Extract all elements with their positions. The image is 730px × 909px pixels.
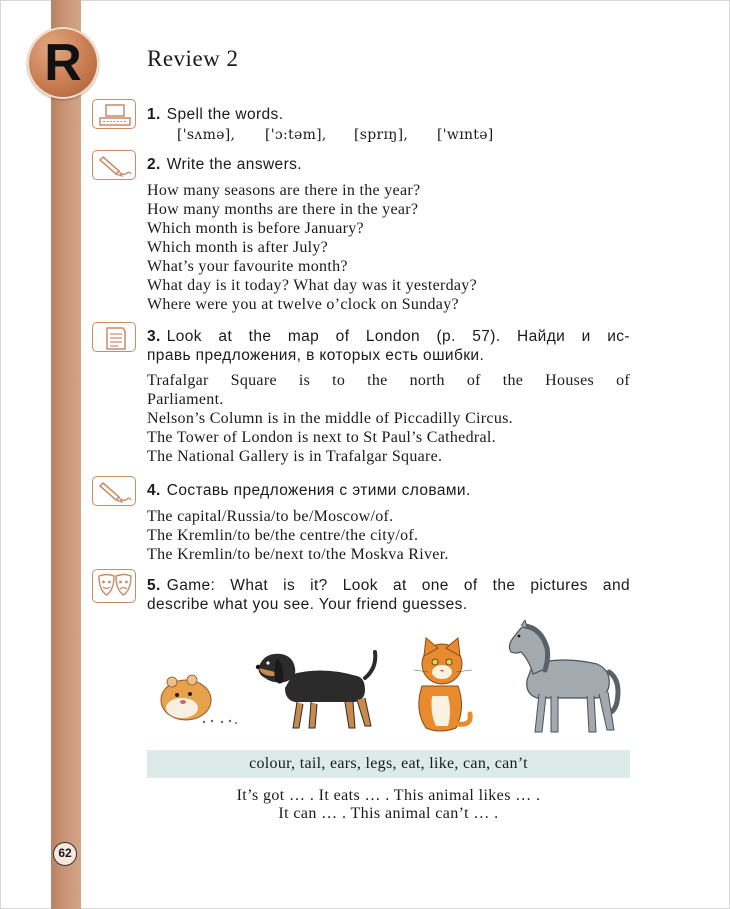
- ex2-line-4: Which month is after July?: [147, 239, 329, 256]
- badge-letter: R: [44, 34, 82, 92]
- exercise-1-number: 1.: [147, 106, 161, 123]
- cat-picture: [408, 636, 478, 736]
- theatre-masks-icon: [92, 569, 136, 603]
- exercise-2-text: Write the answers.: [166, 156, 302, 173]
- word-bank: colour, tail, ears, legs, eat, like, can, can’t: [147, 750, 630, 778]
- ex2-line-6: What day is it today? What day was it yesterday?: [147, 277, 478, 294]
- exercise-3-number: 3.: [147, 328, 161, 345]
- pen-writing-icon: [92, 150, 136, 180]
- ex2-line-7: Where were you at twelve o’clock on Sunday?: [147, 296, 459, 313]
- phonetic-word-3: [sprɪŋ],: [354, 127, 409, 143]
- dog-picture: [253, 640, 385, 736]
- exercise-3-instruction: [147, 328, 630, 346]
- exercise-2-number: 2.: [147, 156, 161, 173]
- exercise-2-instruction: [147, 156, 302, 174]
- exercise-5-number: 5.: [147, 577, 161, 594]
- exercise-4-number: 4.: [147, 482, 161, 499]
- ex3-line-1: Trafalgar Square is to the north of the Houses of: [147, 372, 630, 389]
- notepad-icon: [92, 322, 136, 352]
- ex4-line-3: The Kremlin/to be/next to/the Moskva River.: [147, 546, 449, 563]
- hamster-picture: [152, 662, 242, 726]
- ex4-line-1: The capital/Russia/to be/Moscow/of.: [147, 508, 394, 525]
- ex4-line-2: The Kremlin/to be/the centre/the city/of.: [147, 527, 419, 544]
- ex2-line-2: How many months are there in the year?: [147, 201, 419, 218]
- ex2-line-3: Which month is before January?: [147, 220, 364, 237]
- phonetic-word-2: ['ɔ:təm],: [265, 127, 327, 143]
- page-title: Review 2: [147, 46, 239, 71]
- ex3-line-5: The National Gallery is in Trafalgar Square.: [147, 448, 443, 465]
- exercise-5-text-line-1: Game: What is it? Look at one of the pictures and: [166, 577, 630, 594]
- horse-picture: [497, 620, 623, 736]
- phonetic-word-1: ['sʌmə],: [177, 127, 236, 143]
- exercise-5-instruction: [147, 577, 630, 595]
- exercise-4-text: Составь предложения с этими словами.: [166, 482, 471, 499]
- prompts-line-2: It can … . This animal can’t … .: [278, 805, 499, 822]
- exercise-4-instruction: [147, 482, 471, 500]
- ex3-line-4: The Tower of London is next to St Paul’s Cathedral.: [147, 429, 496, 446]
- prompts-line-1: It’s got … . It eats … . This animal likes … .: [236, 787, 541, 804]
- phonetic-word-4: ['wɪntə]: [437, 127, 494, 143]
- review-badge: [27, 27, 99, 99]
- ex2-line-1: How many seasons are there in the year?: [147, 182, 421, 199]
- ex3-line-2: Parliament.: [147, 391, 224, 408]
- exercise-3-text-line-2: правь предложения, в которых есть ошибки.: [147, 347, 485, 364]
- computer-keyboard-icon: [92, 99, 136, 129]
- margin-stripe: [51, 0, 81, 909]
- exercise-1-text: Spell the words.: [166, 106, 284, 123]
- page-number: 62: [53, 842, 77, 866]
- ex3-line-3: Nelson’s Column is in the middle of Piccadilly Circus.: [147, 410, 513, 427]
- exercise-5-text-line-2: describe what you see. Your friend guesses.: [147, 596, 468, 613]
- exercise-1-instruction: [147, 106, 283, 124]
- pen-writing-icon: [92, 476, 136, 506]
- ex2-line-5: What’s your favourite month?: [147, 258, 348, 275]
- exercise-3-text-line-1: Look at the map of London (p. 57). Найди и ис-: [166, 328, 630, 345]
